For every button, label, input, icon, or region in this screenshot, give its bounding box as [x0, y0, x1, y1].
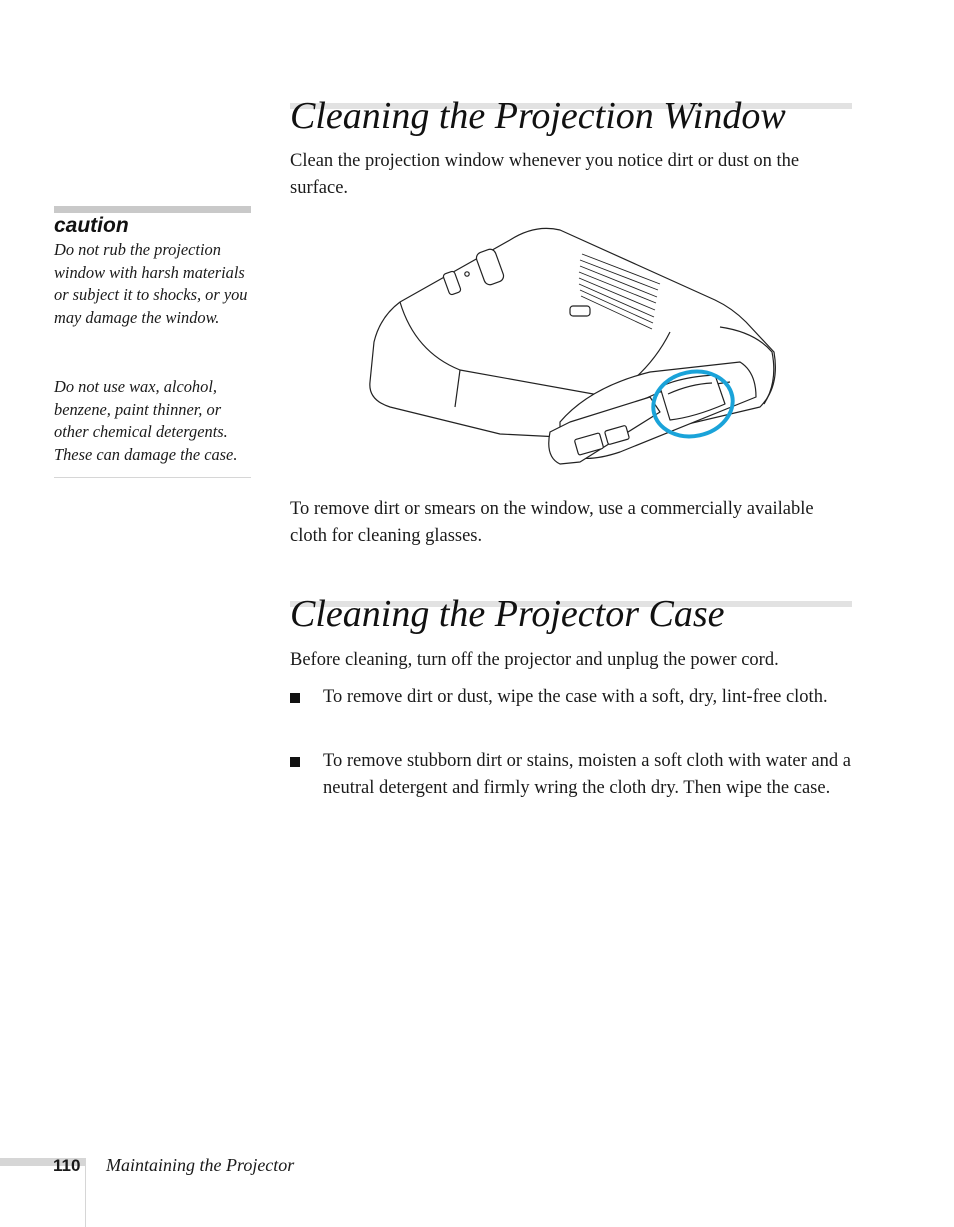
caution-rule: [54, 206, 251, 213]
section-title-projection-window: Cleaning the Projection Window: [290, 95, 786, 137]
section-title-projector-case: Cleaning the Projector Case: [290, 593, 725, 635]
caution-text-1: Do not rub the projection window with harsh materials or subject it to shocks, or you may damage the window.: [54, 240, 248, 328]
projector-illustration: [360, 222, 780, 472]
bullet-square-icon: [290, 693, 300, 703]
footer-divider: [85, 1158, 86, 1227]
caution-text-2: Do not use wax, alcohol, benzene, paint thinner, or other chemical detergents. These can damage the case.: [54, 377, 238, 465]
section1-after-figure: To remove dirt or smears on the window, use a commercially available cloth for cleaning glasses.: [290, 499, 814, 546]
list-item: [290, 748, 855, 802]
list-item-text: To remove dirt or dust, wipe the case with a soft, dry, lint-free cloth.: [323, 687, 828, 707]
footer-chapter-title: Maintaining the Projector: [106, 1155, 295, 1175]
page-number: 110: [53, 1156, 81, 1175]
caution-bottom-rule: [54, 477, 251, 478]
list-item-text: To remove stubborn dirt or stains, moisten a soft cloth with water and a neutral detergent and firmly wring the cloth dry. Then wipe the case.: [323, 751, 851, 798]
caution-heading: caution: [54, 214, 129, 237]
section2-intro: Before cleaning, turn off the projector and unplug the power cord.: [290, 650, 779, 670]
list-item: [290, 684, 855, 711]
bullet-square-icon: [290, 757, 300, 767]
section1-intro: Clean the projection window whenever you notice dirt or dust on the surface.: [290, 151, 800, 198]
